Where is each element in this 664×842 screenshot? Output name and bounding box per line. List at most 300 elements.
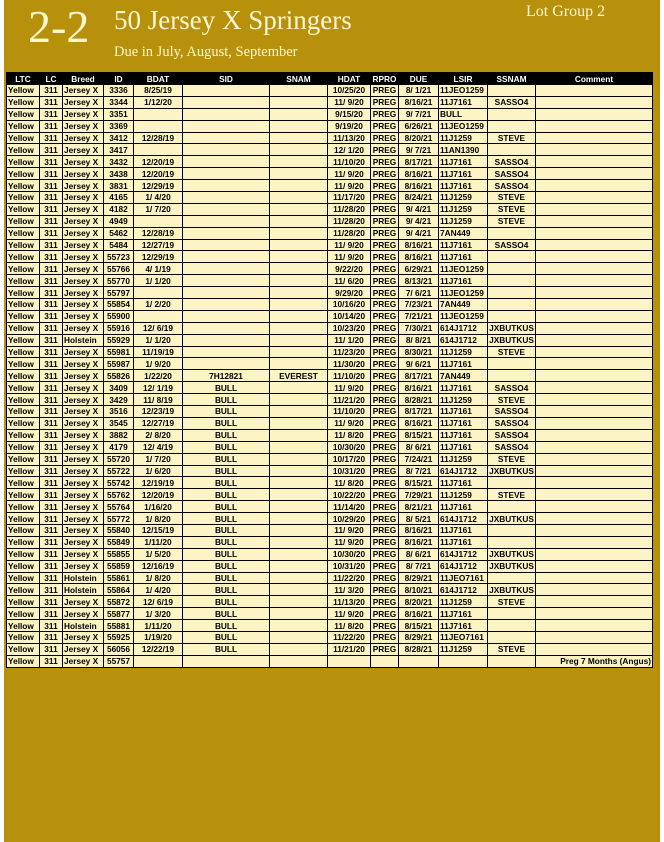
cell-snam <box>270 108 328 120</box>
table-row <box>7 192 653 204</box>
cell-ltc: Yellow <box>7 655 40 667</box>
cell-comment <box>536 643 653 655</box>
cell-hdat: 11/13/20 <box>328 596 371 608</box>
cell-id: 55881 <box>104 620 134 632</box>
cell-hdat: 11/ 8/20 <box>328 477 371 489</box>
cell-breed: Jersey X <box>63 465 104 477</box>
cell-id: 3882 <box>104 429 134 441</box>
cell-lc: 311 <box>40 441 63 453</box>
cell-lc: 311 <box>40 144 63 156</box>
cell-snam <box>270 192 328 204</box>
cell-snam <box>270 643 328 655</box>
cell-comment <box>536 299 653 311</box>
cell-snam <box>270 168 328 180</box>
cell-lsir: 11J1259 <box>439 394 488 406</box>
cell-sid: BULL <box>183 560 270 572</box>
cell-hdat: 11/30/20 <box>328 358 371 370</box>
column-header-lsir: LSIR <box>439 73 488 85</box>
table-row <box>7 156 653 168</box>
cell-sid <box>183 322 270 334</box>
cell-comment <box>536 358 653 370</box>
cell-comment <box>536 180 653 192</box>
cell-breed: Jersey X <box>63 608 104 620</box>
cell-lsir: 11J7161 <box>439 441 488 453</box>
cell-due: 8/ 7/21 <box>399 465 439 477</box>
cell-lc: 311 <box>40 429 63 441</box>
cell-due: 8/15/21 <box>399 477 439 489</box>
cell-id: 5484 <box>104 239 134 251</box>
cell-rpro: PREG <box>371 299 399 311</box>
cell-bdat: 1/11/20 <box>134 620 183 632</box>
cell-ltc: Yellow <box>7 406 40 418</box>
cell-bdat: 12/ 4/19 <box>134 441 183 453</box>
cell-lc: 311 <box>40 334 63 346</box>
cell-bdat <box>134 310 183 322</box>
cell-ltc: Yellow <box>7 489 40 501</box>
cell-hdat: 10/25/20 <box>328 85 371 97</box>
cell-rpro: PREG <box>371 643 399 655</box>
cell-breed: Jersey X <box>63 453 104 465</box>
cell-breed: Jersey X <box>63 346 104 358</box>
cell-id: 55772 <box>104 513 134 525</box>
column-header-ltc: LTC <box>7 73 40 85</box>
cell-lc: 311 <box>40 358 63 370</box>
cell-sid: BULL <box>183 513 270 525</box>
cell-lsir: BULL <box>439 108 488 120</box>
cell-snam <box>270 334 328 346</box>
cell-hdat: 10/22/20 <box>328 489 371 501</box>
cell-rpro: PREG <box>371 227 399 239</box>
cell-comment <box>536 429 653 441</box>
cell-bdat: 1/ 8/20 <box>134 572 183 584</box>
cell-comment <box>536 465 653 477</box>
cell-ssnam: STEVE <box>488 489 536 501</box>
cell-comment <box>536 132 653 144</box>
cell-lsir: 11J7161 <box>439 156 488 168</box>
cell-hdat: 11/ 9/20 <box>328 382 371 394</box>
page-title: 50 Jersey X Springers <box>114 5 352 35</box>
cell-breed: Jersey X <box>63 215 104 227</box>
cell-comment <box>536 524 653 536</box>
cell-sid <box>183 655 270 667</box>
cell-breed: Jersey X <box>63 85 104 97</box>
cell-lc: 311 <box>40 180 63 192</box>
cell-ltc: Yellow <box>7 168 40 180</box>
table-row <box>7 215 653 227</box>
cell-bdat: 12/19/19 <box>134 477 183 489</box>
cell-due: 9/ 4/21 <box>399 227 439 239</box>
cell-snam: EVEREST <box>270 370 328 382</box>
cell-bdat <box>134 108 183 120</box>
cell-sid: BULL <box>183 406 270 418</box>
cell-snam <box>270 548 328 560</box>
cell-sid <box>183 96 270 108</box>
cell-lsir: 11J1259 <box>439 132 488 144</box>
cell-comment <box>536 346 653 358</box>
cell-rpro: PREG <box>371 560 399 572</box>
cell-due: 8/28/21 <box>399 643 439 655</box>
cell-comment <box>536 156 653 168</box>
cell-ssnam: JXBUTKUS <box>489 513 534 524</box>
cell-lsir: 614J1712 <box>439 513 488 525</box>
cell-ssnam: SASSO4 <box>488 417 536 429</box>
cell-snam <box>270 239 328 251</box>
cell-ssnam <box>488 263 536 275</box>
cell-lsir: 7AN449 <box>439 299 488 311</box>
cell-snam <box>270 120 328 132</box>
cell-ssnam: STEVE <box>488 215 536 227</box>
cell-bdat <box>134 120 183 132</box>
cell-comment <box>536 620 653 632</box>
table-row <box>7 548 653 560</box>
cell-rpro: PREG <box>371 513 399 525</box>
cell-snam <box>270 382 328 394</box>
cell-ssnam: SASSO4 <box>488 168 536 180</box>
cell-breed: Jersey X <box>63 275 104 287</box>
cell-bdat: 1/ 7/20 <box>134 203 183 215</box>
cell-lsir: 11J7161 <box>439 358 488 370</box>
cell-due: 8/ 6/21 <box>399 441 439 453</box>
cell-lsir: 614J1712 <box>439 322 488 334</box>
cell-due: 8/16/21 <box>399 168 439 180</box>
cell-sid: BULL <box>183 608 270 620</box>
cell-rpro: PREG <box>371 156 399 168</box>
cell-ltc: Yellow <box>7 620 40 632</box>
cell-id: 55861 <box>104 572 134 584</box>
cell-comment <box>536 96 653 108</box>
cell-ltc: Yellow <box>7 322 40 334</box>
cell-lsir: 11J7161 <box>439 524 488 536</box>
cell-hdat <box>328 655 371 667</box>
cell-comment <box>536 227 653 239</box>
cell-comment <box>536 417 653 429</box>
cell-comment <box>536 85 653 97</box>
cell-lsir: 11J7161 <box>439 180 488 192</box>
cell-comment <box>536 322 653 334</box>
cell-id: 55849 <box>104 536 134 548</box>
cell-lsir: 11J7161 <box>439 620 488 632</box>
cell-id: 55900 <box>104 310 134 322</box>
cell-id: 55757 <box>104 655 134 667</box>
cell-snam <box>270 513 328 525</box>
table-row <box>7 322 653 334</box>
table-row <box>7 108 653 120</box>
cell-snam <box>270 596 328 608</box>
cell-ltc: Yellow <box>7 108 40 120</box>
cell-bdat: 12/23/19 <box>134 406 183 418</box>
cell-hdat: 11/23/20 <box>328 346 371 358</box>
table-row <box>7 358 653 370</box>
cell-lsir: 614J1712 <box>439 584 488 596</box>
cell-snam <box>270 144 328 156</box>
cell-sid: BULL <box>183 584 270 596</box>
cell-lc: 311 <box>40 203 63 215</box>
cell-ssnam <box>488 310 536 322</box>
cell-ssnam: SASSO4 <box>488 156 536 168</box>
cell-due: 8/15/21 <box>399 620 439 632</box>
cell-due: 8/16/21 <box>399 417 439 429</box>
cell-hdat: 11/28/20 <box>328 203 371 215</box>
cell-hdat: 11/ 9/20 <box>328 180 371 192</box>
cell-lc: 311 <box>40 453 63 465</box>
lot-group-label: Lot Group 2 <box>526 3 606 20</box>
cell-ltc: Yellow <box>7 358 40 370</box>
cell-ltc: Yellow <box>7 180 40 192</box>
cell-breed: Jersey X <box>63 489 104 501</box>
cell-lsir: 11JEO7161 <box>439 572 488 584</box>
cell-snam <box>270 180 328 192</box>
cell-ltc: Yellow <box>7 477 40 489</box>
cell-snam <box>270 655 328 667</box>
table-row <box>7 560 653 572</box>
cell-hdat: 11/ 9/20 <box>328 417 371 429</box>
cell-bdat: 12/28/19 <box>134 227 183 239</box>
cell-ssnam: STEVE <box>488 596 536 608</box>
cell-id: 55720 <box>104 453 134 465</box>
cell-rpro: PREG <box>371 168 399 180</box>
cell-lsir: 614J1712 <box>439 334 488 346</box>
cell-sid: BULL <box>183 429 270 441</box>
cell-lc: 311 <box>40 287 63 299</box>
cell-id: 3831 <box>104 180 134 192</box>
cell-due: 8/28/21 <box>399 394 439 406</box>
cell-id: 56056 <box>104 643 134 655</box>
cattle-table <box>6 72 653 668</box>
cell-ssnam <box>488 620 536 632</box>
cell-hdat: 10/30/20 <box>328 441 371 453</box>
cell-lc: 311 <box>40 465 63 477</box>
cell-hdat: 10/14/20 <box>328 310 371 322</box>
cell-lsir: 11J7161 <box>439 417 488 429</box>
cell-ltc: Yellow <box>7 310 40 322</box>
cell-rpro: PREG <box>371 192 399 204</box>
cell-hdat: 11/17/20 <box>328 192 371 204</box>
cell-bdat: 1/ 2/20 <box>134 299 183 311</box>
table-row <box>7 513 653 525</box>
cell-rpro: PREG <box>371 417 399 429</box>
cell-comment <box>536 477 653 489</box>
cell-lsir: 11J7161 <box>439 382 488 394</box>
cell-sid: BULL <box>183 417 270 429</box>
cell-lsir: 7AN449 <box>439 227 488 239</box>
cell-comment <box>536 453 653 465</box>
cell-lc: 311 <box>40 643 63 655</box>
cell-id: 55859 <box>104 560 134 572</box>
cell-ltc: Yellow <box>7 227 40 239</box>
cell-lc: 311 <box>40 275 63 287</box>
cell-breed: Jersey X <box>63 239 104 251</box>
cell-ssnam: STEVE <box>488 132 536 144</box>
cell-ltc: Yellow <box>7 548 40 560</box>
cell-ssnam <box>488 85 536 97</box>
table-row <box>7 465 653 477</box>
cell-lc: 311 <box>40 620 63 632</box>
cell-rpro: PREG <box>371 572 399 584</box>
cell-breed: Holstein <box>63 620 104 632</box>
cell-breed: Jersey X <box>63 156 104 168</box>
cell-due: 9/ 4/21 <box>399 215 439 227</box>
cell-sid <box>183 132 270 144</box>
cell-due: 6/26/21 <box>399 120 439 132</box>
cell-comment <box>536 203 653 215</box>
cell-due: 8/20/21 <box>399 132 439 144</box>
cell-bdat: 1/ 7/20 <box>134 453 183 465</box>
cell-due: 7/30/21 <box>399 322 439 334</box>
cell-breed: Jersey X <box>63 417 104 429</box>
cell-rpro: PREG <box>371 489 399 501</box>
cell-comment <box>536 560 653 572</box>
cell-hdat: 11/ 8/20 <box>328 620 371 632</box>
cell-ssnam <box>488 608 536 620</box>
cell-breed: Jersey X <box>63 477 104 489</box>
cell-breed: Holstein <box>63 584 104 596</box>
cell-breed: Jersey X <box>63 310 104 322</box>
cell-comment <box>536 215 653 227</box>
cell-ssnam: SASSO4 <box>488 180 536 192</box>
cell-breed: Jersey X <box>63 96 104 108</box>
cell-snam <box>270 299 328 311</box>
cell-snam <box>270 560 328 572</box>
cell-rpro: PREG <box>371 382 399 394</box>
table-row <box>7 251 653 263</box>
table-row <box>7 239 653 251</box>
cell-id: 3409 <box>104 382 134 394</box>
cell-comment <box>536 572 653 584</box>
cell-lsir: 614J1712 <box>439 465 488 477</box>
cell-snam <box>270 417 328 429</box>
cell-lsir: 11J1259 <box>439 215 488 227</box>
table-row <box>7 608 653 620</box>
cell-id: 55722 <box>104 465 134 477</box>
cell-ltc: Yellow <box>7 144 40 156</box>
cell-rpro: PREG <box>371 406 399 418</box>
cell-id: 4949 <box>104 215 134 227</box>
cell-ssnam: JXBUTKUS <box>489 561 534 572</box>
cell-ssnam: SASSO4 <box>488 382 536 394</box>
cell-lc: 311 <box>40 322 63 334</box>
cell-ltc: Yellow <box>7 465 40 477</box>
cell-comment <box>536 144 653 156</box>
cell-ssnam: SASSO4 <box>488 406 536 418</box>
cell-hdat: 11/ 1/20 <box>328 334 371 346</box>
cell-lc: 311 <box>40 560 63 572</box>
cell-hdat: 11/21/20 <box>328 643 371 655</box>
cell-lsir: 11JEO1259 <box>439 310 488 322</box>
cell-hdat: 10/17/20 <box>328 453 371 465</box>
cell-lc: 311 <box>40 572 63 584</box>
cell-lsir: 11J1259 <box>439 203 488 215</box>
cell-comment <box>536 263 653 275</box>
cell-sid <box>183 156 270 168</box>
cell-hdat: 9/19/20 <box>328 120 371 132</box>
table-row <box>7 334 653 346</box>
cell-bdat: 1/ 3/20 <box>134 608 183 620</box>
table-row <box>7 287 653 299</box>
cell-rpro: PREG <box>371 215 399 227</box>
cell-rpro: PREG <box>371 584 399 596</box>
cell-hdat: 11/ 9/20 <box>328 608 371 620</box>
cell-due: 7/24/21 <box>399 453 439 465</box>
cell-hdat: 10/29/20 <box>328 513 371 525</box>
cell-sid <box>183 334 270 346</box>
column-header-bdat: BDAT <box>134 73 183 85</box>
cell-ltc: Yellow <box>7 453 40 465</box>
cell-breed: Jersey X <box>63 144 104 156</box>
cell-hdat: 11/ 3/20 <box>328 584 371 596</box>
cell-ssnam: JXBUTKUS <box>489 335 534 346</box>
cell-rpro: PREG <box>371 441 399 453</box>
cell-lsir: 11J7161 <box>439 275 488 287</box>
cell-snam <box>270 501 328 513</box>
column-header-hdat: HDAT <box>328 73 371 85</box>
cell-lc: 311 <box>40 120 63 132</box>
cell-rpro: PREG <box>371 239 399 251</box>
cell-sid <box>183 358 270 370</box>
table-row <box>7 417 653 429</box>
cell-ltc: Yellow <box>7 441 40 453</box>
cell-snam <box>270 608 328 620</box>
cell-bdat: 12/29/19 <box>134 180 183 192</box>
cell-breed: Jersey X <box>63 322 104 334</box>
cell-bdat: 12/27/19 <box>134 239 183 251</box>
cell-bdat: 1/22/20 <box>134 370 183 382</box>
cell-due: 8/16/21 <box>399 536 439 548</box>
cell-rpro: PREG <box>371 358 399 370</box>
cell-sid <box>183 346 270 358</box>
cell-snam <box>270 251 328 263</box>
cell-hdat: 11/10/20 <box>328 406 371 418</box>
cell-breed: Jersey X <box>63 382 104 394</box>
cell-ssnam <box>488 358 536 370</box>
cell-lc: 311 <box>40 501 63 513</box>
cell-lc: 311 <box>40 406 63 418</box>
cell-lsir: 11J7161 <box>439 168 488 180</box>
cell-ssnam <box>488 572 536 584</box>
cell-id: 3438 <box>104 168 134 180</box>
cell-sid: BULL <box>183 489 270 501</box>
cell-breed: Jersey X <box>63 560 104 572</box>
cell-hdat: 11/10/20 <box>328 370 371 382</box>
cell-due: 8/16/21 <box>399 96 439 108</box>
cell-snam <box>270 441 328 453</box>
cell-ltc: Yellow <box>7 215 40 227</box>
cell-comment <box>536 192 653 204</box>
cell-sid <box>183 310 270 322</box>
cell-lc: 311 <box>40 608 63 620</box>
table-row <box>7 655 653 667</box>
cell-ltc: Yellow <box>7 203 40 215</box>
cell-due <box>399 655 439 667</box>
cell-due: 8/ 1/21 <box>399 85 439 97</box>
cell-rpro: PREG <box>371 631 399 643</box>
cell-id: 3545 <box>104 417 134 429</box>
cell-snam <box>270 489 328 501</box>
cell-rpro: PREG <box>371 370 399 382</box>
cell-lc: 311 <box>40 132 63 144</box>
cell-comment <box>536 310 653 322</box>
cell-lc: 311 <box>40 156 63 168</box>
cell-hdat: 11/ 9/20 <box>328 96 371 108</box>
cell-ltc: Yellow <box>7 536 40 548</box>
cell-rpro: PREG <box>371 477 399 489</box>
cell-due: 8/24/21 <box>399 192 439 204</box>
cell-lc: 311 <box>40 299 63 311</box>
cell-ssnam <box>488 501 536 513</box>
cell-id: 55929 <box>104 334 134 346</box>
cell-rpro: PREG <box>371 251 399 263</box>
cell-comment <box>536 287 653 299</box>
cell-ssnam <box>488 299 536 311</box>
